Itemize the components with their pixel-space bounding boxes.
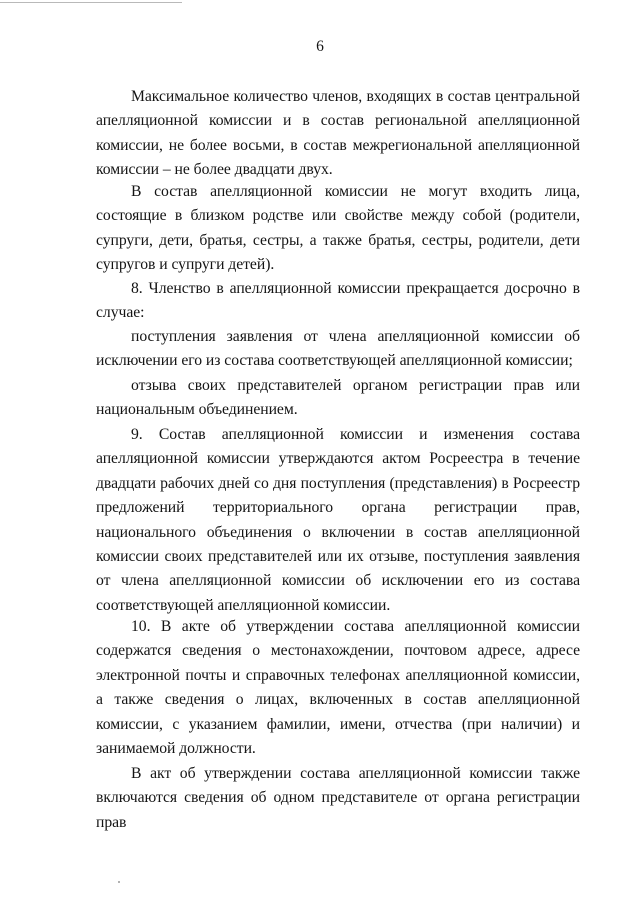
- paragraph-9-composition-approval: 9. Состав апелляционной комиссии и изменения состава апелляционной комиссии утверждаются актом Росреестра в течение двадцати рабочих дней со дня поступления (представления) в Росреестр предложений территориального органа регистрации прав, национального объединения о включении в состав апелляционной комиссии своих представителей или их отзыве, поступления заявления от члена апелляционной комиссии об исключении его из состава соответствующей апелляционной комиссии.: [96, 426, 580, 614]
- paragraph-termination-by-application: поступления заявления от члена апелляционной комиссии об исключении его из состава соответствующей апелляционной комиссии;: [96, 328, 580, 370]
- paragraph-10-act-contents: 10. В акте об утверждении состава апелляционной комиссии содержатся сведения о местонахождении, почтовом адресе, адресе электронной почты и справочных телефонах апелляционной комиссии, а также сведения о лицах, включенных в состав апелляционной комиссии, с указанием фамилии, имени, отчества (при наличии) и занимаемой должности.: [96, 618, 580, 758]
- scan-edge-line: [0, 2, 182, 3]
- paragraph-termination-by-recall: отзыва своих представителей органом регистрации прав или национальным объединением.: [96, 377, 580, 419]
- page-number: 6: [316, 38, 324, 55]
- paragraph-8-membership-termination: 8. Членство в апелляционной комиссии прекращается досрочно в случае:: [96, 280, 580, 322]
- paragraph-max-members: Максимальное количество членов, входящих в состав центральной апелляционной комиссии и в состав региональной апелляционной комиссии, не более восьми, в состав межрегиональной апелляционной комиссии – не более двадцати двух.: [96, 88, 580, 179]
- paragraph-relatives-restriction: В состав апелляционной комиссии не могут входить лица, состоящие в близком родстве или свойстве между собой (родители, супруги, дети, братья, сестры, а также братья, сестры, родители, дети супругов и супруги детей).: [96, 183, 580, 274]
- paragraph-act-representative-info: В акт об утверждении состава апелляционной комиссии также включаются сведения об одном представителе от органа регистрации прав: [96, 765, 580, 831]
- scan-speck: [118, 881, 120, 883]
